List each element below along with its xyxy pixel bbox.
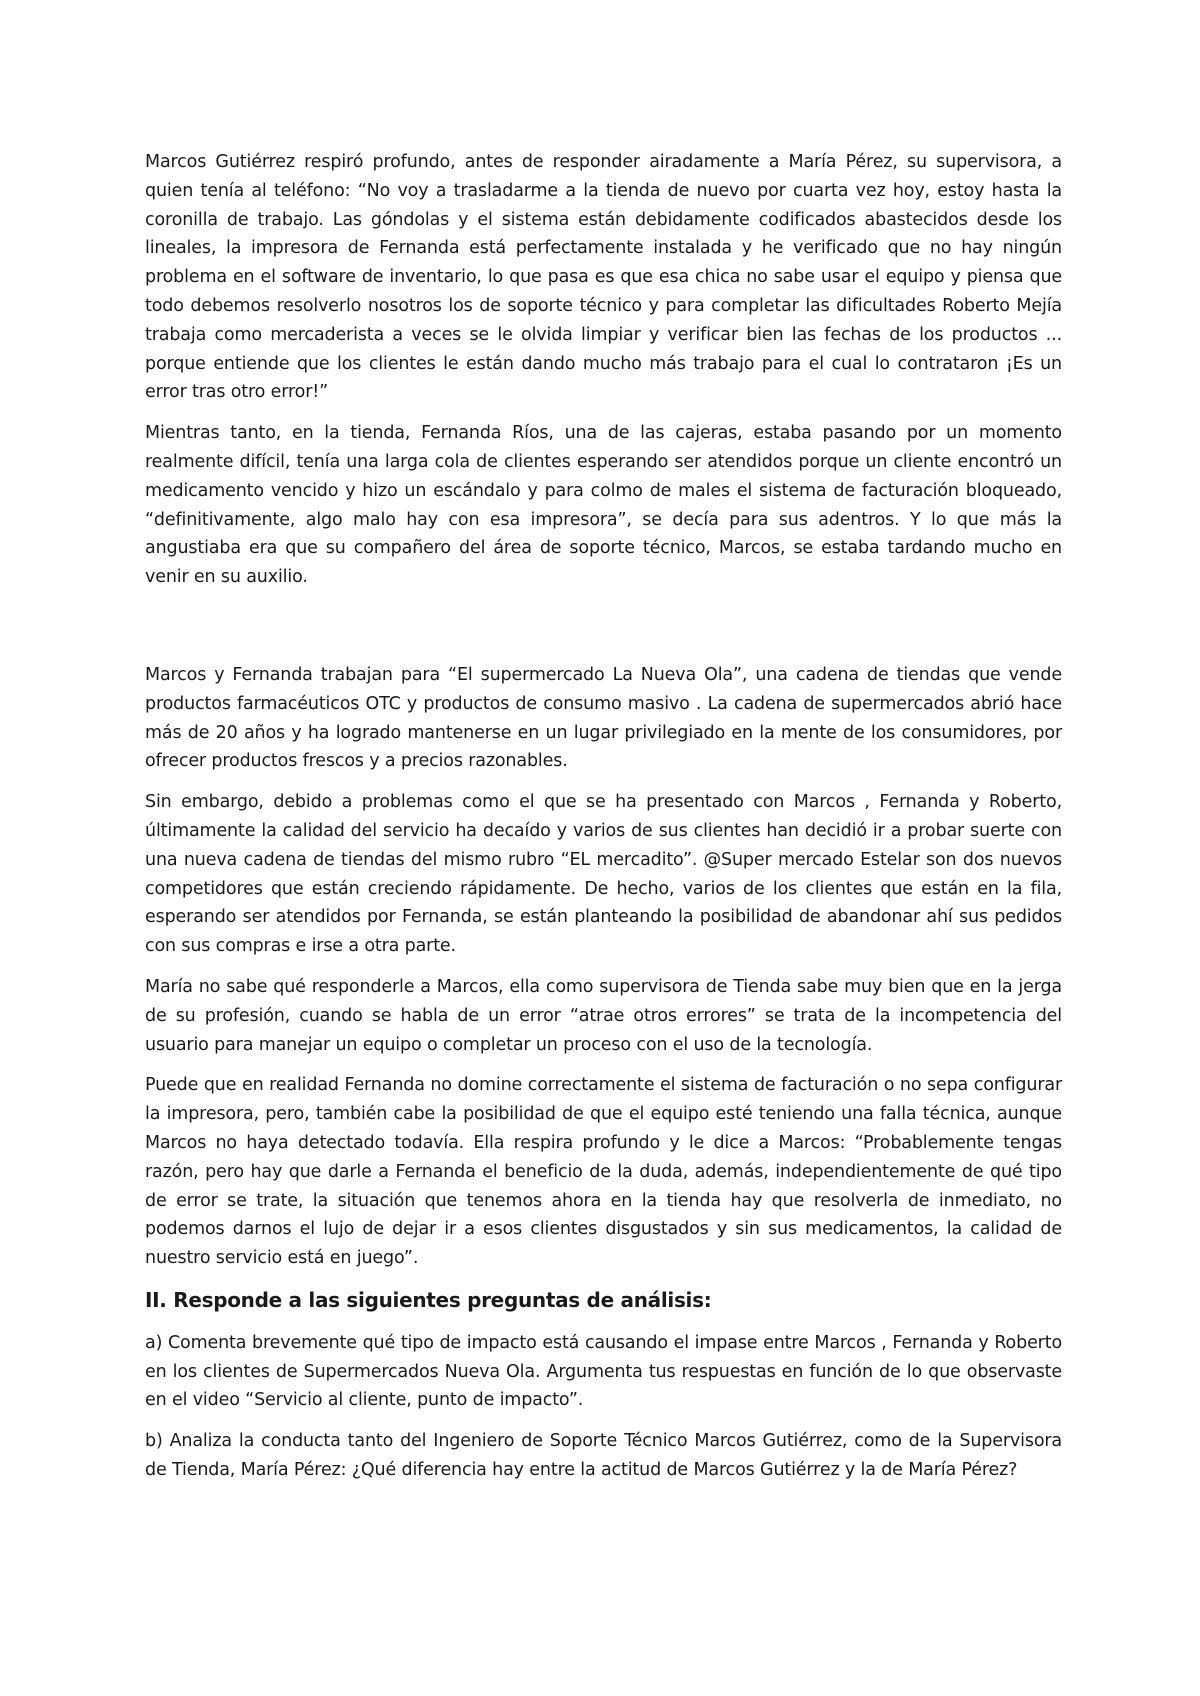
question-a: a) Comenta brevemente qué tipo de impacto está causando el impase entre Marcos , Fernanda y Roberto en los clientes de Supermercados Nueva Ola. Argumenta tus respuestas en función de lo que observaste en el video “Servicio al cliente, punto de impacto”. — [145, 1332, 1062, 1411]
paragraph-maria-dilemma: María no sabe qué responderle a Marcos, ella como supervisora de Tienda sabe muy bien que en la jerga de su profesión, cuando se habla de un error “atrae otros errores” se trata de la incompetencia del usuario para manejar un equipo o completar un proceso con el uso de la tecnología. — [145, 976, 1062, 1055]
section-heading-analysis-questions: II. Responde a las siguientes preguntas de análisis: — [145, 1287, 712, 1312]
paragraph-maria-reply: Puede que en realidad Fernanda no domine correctamente el sistema de facturación o no sepa configurar la impresora, pero, también cabe la posibilidad de que el equipo esté teniendo una falla técnica, aunque Marcos no haya detectado todavía. Ella respira profundo y le dice a Marcos: “Probablemente tengas razón, pero hay que darle a Fernanda el beneficio de la duda, además, independientemente de qué tipo de error se trate, la situación que tenemos ahora en la tienda hay que resolverla de inmediato, no podemos darnos el lujo de dejar ir a esos clientes disgustados y sin sus medicamentos, la calidad de nuestro servicio está en juego”. — [145, 1075, 1062, 1269]
paragraph-service-decline: Sin embargo, debido a problemas como el que se ha presentado con Marcos , Fernanda y Roberto, últimamente la calidad del servicio ha decaído y varios de sus clientes han decidió ir a probar suerte con una nueva cadena de tiendas del mismo rubro “EL mercadito”. @Super mercado Estelar son dos nuevos competidores que están creciendo rápidamente. De hecho, varios de los clientes que están en la fila, esperando ser atendidos por Fernanda, se están planteando la posibilidad de abandonar ahí sus pedidos con sus compras e irse a otra parte. — [145, 792, 1062, 957]
paragraph-supermarket-background: Marcos y Fernanda trabajan para “El supermercado La Nueva Ola”, una cadena de tiendas que vende productos farmacéuticos OTC y productos de consumo masivo . La cadena de supermercados abrió hace más de 20 años y ha logrado mantenerse en un lugar privilegiado en la mente de los consumidores, por ofrecer productos frescos y a precios razonables. — [145, 664, 1062, 772]
paragraph-fernanda-store: Mientras tanto, en la tienda, Fernanda Ríos, una de las cajeras, estaba pasando por un momento realmente difícil, tenía una larga cola de clientes esperando ser atendidos porque un cliente encontró un medicamento vencido y hizo un escándalo y para colmo de males el sistema de facturación bloqueado, “definitivamente, algo malo hay con esa impresora”, se decía para sus adentros. Y lo que más la angustiaba era que su compañero del área de soporte técnico, Marcos, se estaba tardando mucho en venir en su auxilio. — [145, 423, 1062, 588]
question-b: b) Analiza la conducta tanto del Ingeniero de Soporte Técnico Marcos Gutiérrez, como de la Supervisora de Tienda, María Pérez: ¿Qué diferencia hay entre la actitud de Marcos Gutiérrez y la de María Pérez? — [145, 1431, 1062, 1481]
paragraph-marcos-response: Marcos Gutiérrez respiró profundo, antes de responder airadamente a María Pérez, su supervisora, a quien tenía al teléfono: “No voy a trasladarme a la tienda de nuevo por cuarta vez hoy, estoy hasta la coronilla de trabajo. Las góndolas y el sistema están debidamente codificados abastecidos desde los lineales, la impresora de Fernanda está perfectamente instalada y he verificado que no hay ningún problema en el software de inventario, lo que pasa es que esa chica no sabe usar el equipo y piensa que todo debemos resolverlo nosotros los de soporte técnico y para completar las dificultades Roberto Mejía trabaja como mercaderista a veces se le olvida limpiar y verificar bien las fechas de los productos ... porque entiende que los clientes le están dando mucho más trabajo para el cual lo contrataron ¡Es un error tras otro error!” — [145, 152, 1062, 403]
paragraph-spacer — [145, 604, 1062, 661]
